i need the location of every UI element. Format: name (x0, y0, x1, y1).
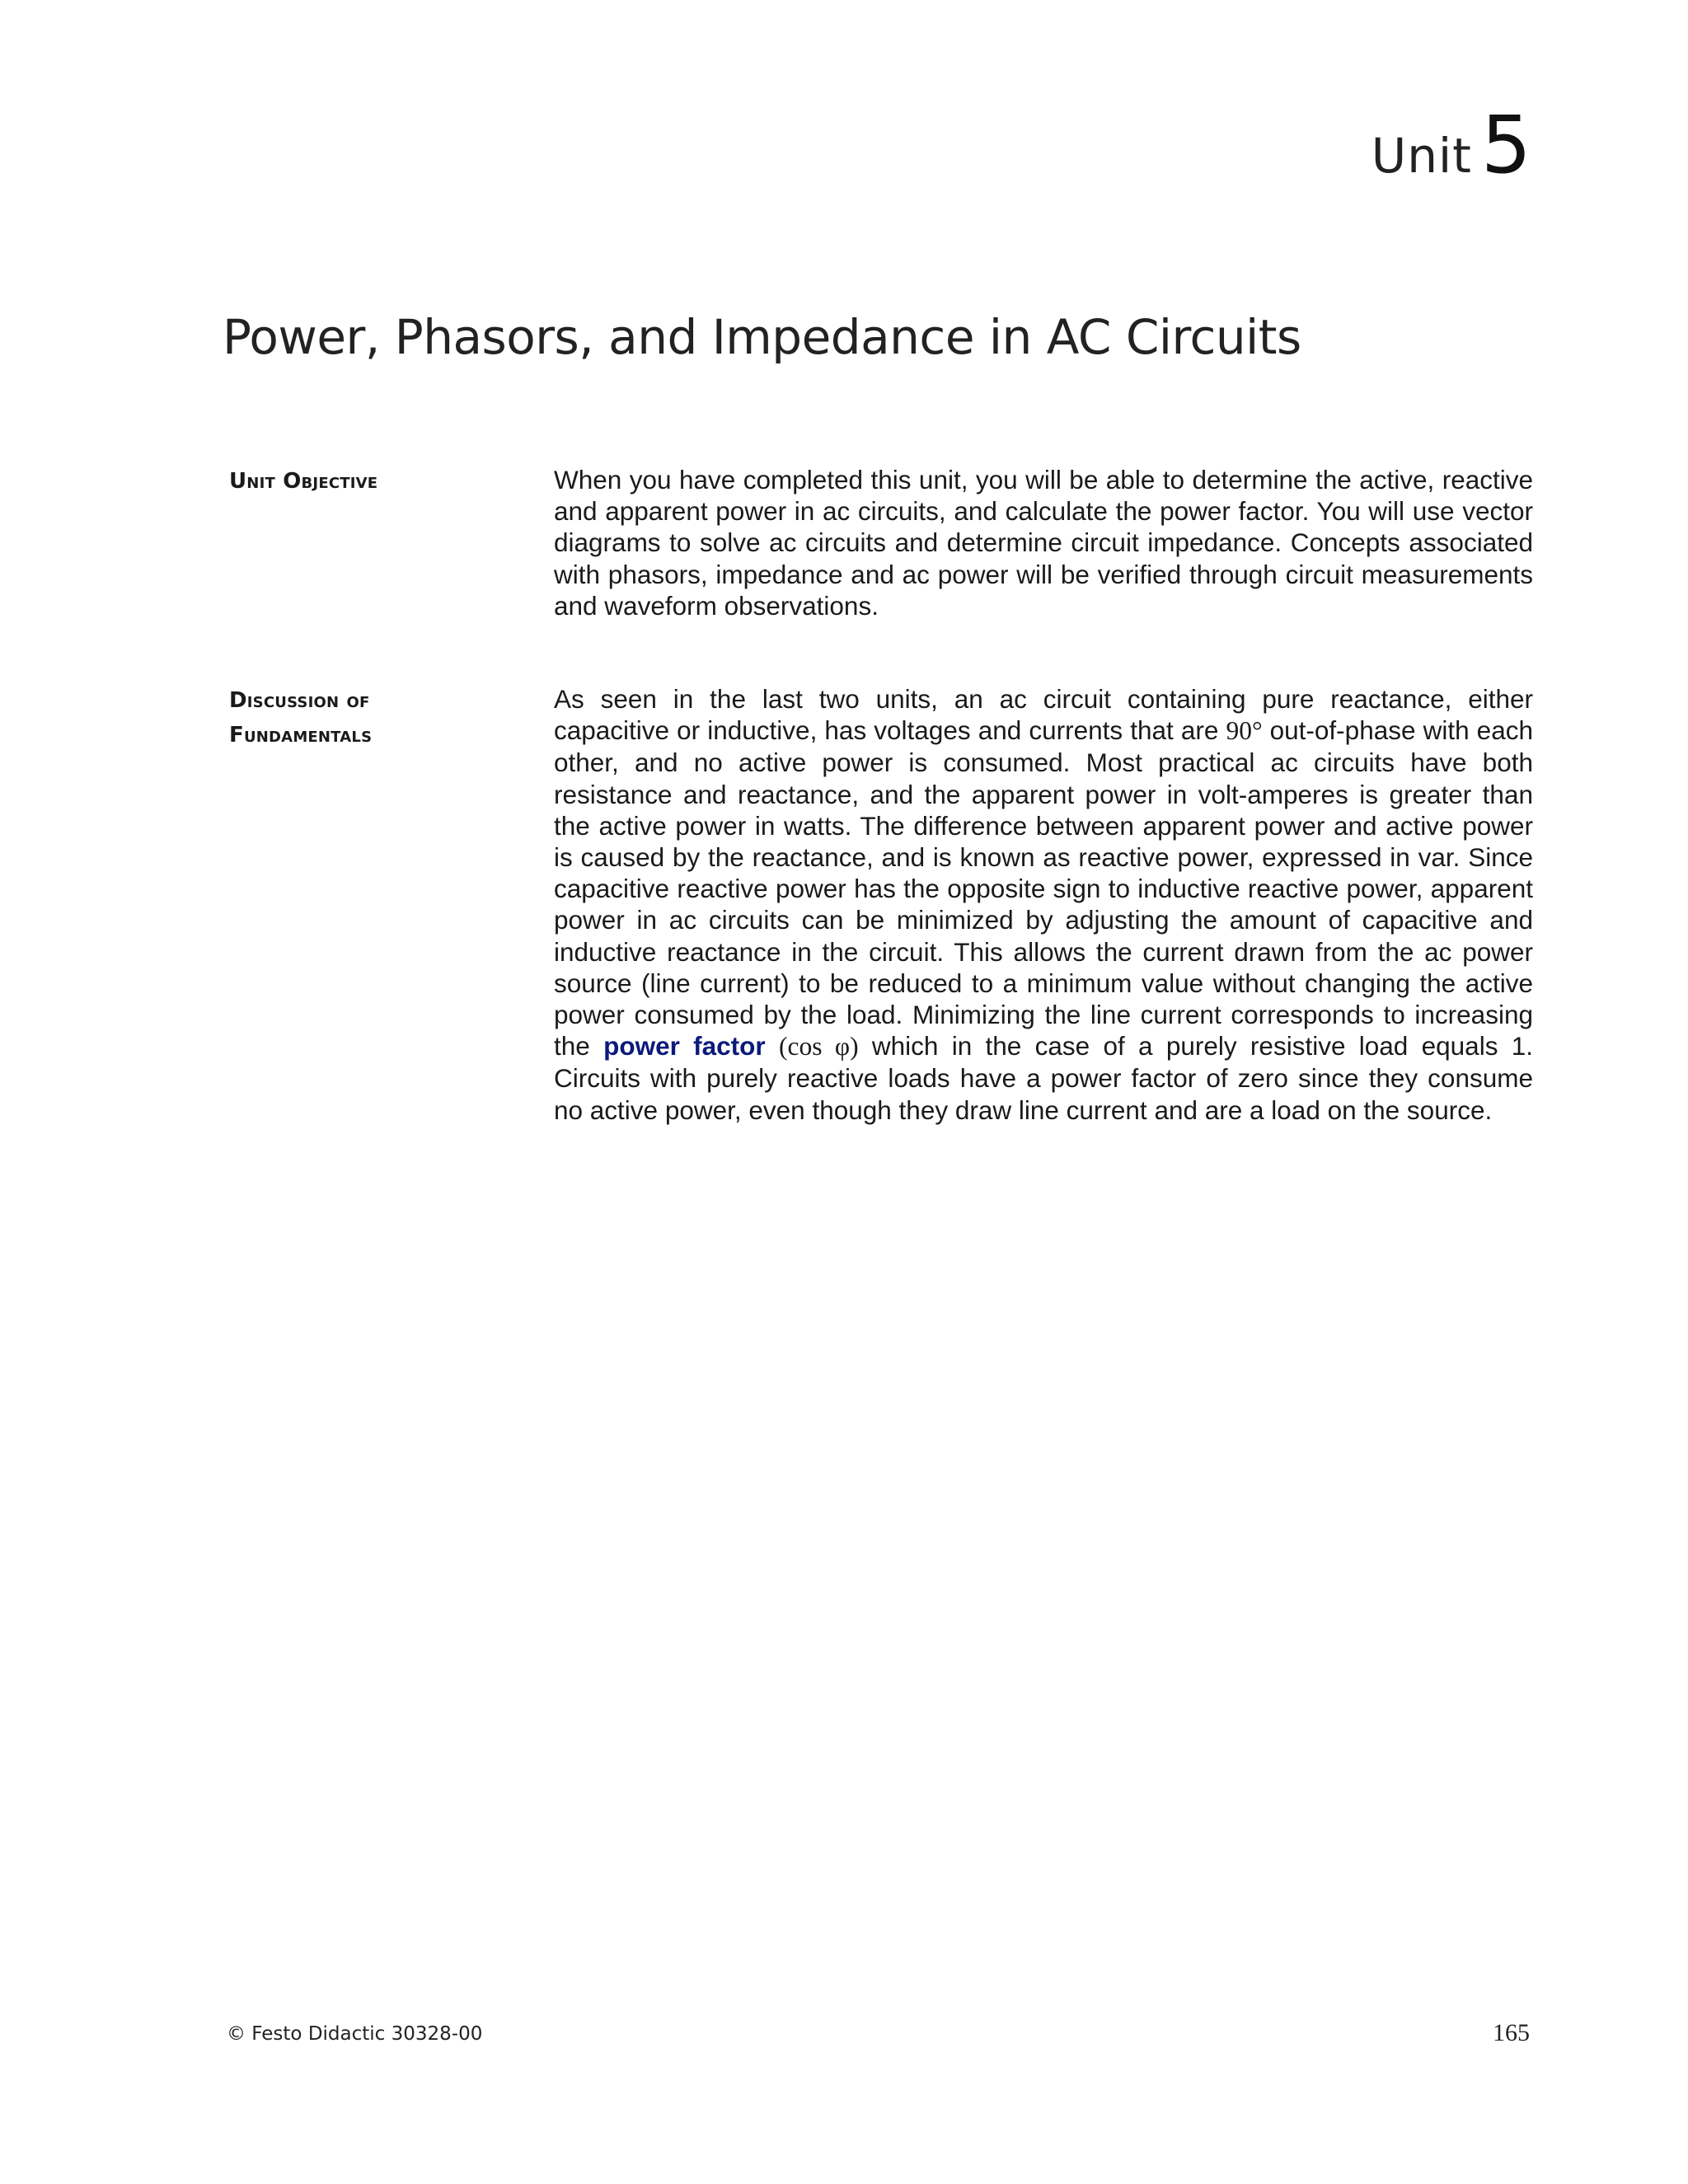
discussion-label-line1: Discussion of (229, 688, 370, 713)
power-factor-formula: (cos φ) (779, 1032, 859, 1062)
discussion-text-part2: out-of-phase with each other, and no active power is consumed. Most practical ac circuits have both resistance and reactance, and the apparent power in volt-amperes is greater than the active power in watts. The difference between apparent power and active power is caused by the reactance, and is known as reactive power, expressed in var. Since capacitive reactive power has the opposite sign to inductive reactive power, apparent power in ac circuits can be minimized by adjusting the amount of capacitive and inductive reactance in the circuit. This allows the current drawn from the ac power source (line current) to be reduced to a minimum value without changing the active power consumed by the load. Minimizing the line current corresponds to increasing the (554, 715, 1533, 1062)
phase-angle: 90° (1226, 716, 1263, 746)
page-number: 165 (1493, 2019, 1530, 2046)
power-factor-term: power factor (603, 1031, 766, 1062)
unit-label: Unit (1371, 128, 1472, 184)
unit-number: 5 (1480, 99, 1531, 191)
unit-heading (1371, 99, 1531, 191)
discussion-text-part1: As seen in the last two units, an ac circuit containing pure reactance, either capacitive or inductive, has voltages and currents that are (554, 684, 1533, 746)
unit-objective-text: When you have completed this unit, you will be able to determine the active, reactive and apparent power in ac circuits, and calculate the power factor. You will use vector diagrams to solve ac circuits and determine circuit impedance. Concepts associated with phasors, impedance and ac power will be verified through circuit measurements and waveform observations. (554, 465, 1533, 621)
unit-objective-label: Unit Objective (229, 469, 378, 494)
discussion-text (554, 683, 1533, 1126)
discussion-label (229, 683, 542, 752)
footer-copyright: © Festo Didactic 30328-00 (227, 2023, 483, 2045)
page-title: Power, Phasors, and Impedance in AC Circuits (223, 309, 1301, 365)
discussion-text-part3: which in the case of a purely resistive load equals 1. Circuits with purely reactive loads have a power factor of zero since they consume no active power, even though they draw line current and are a load on the source. (554, 1031, 1534, 1125)
discussion-label-line2: Fundamentals (229, 723, 373, 748)
